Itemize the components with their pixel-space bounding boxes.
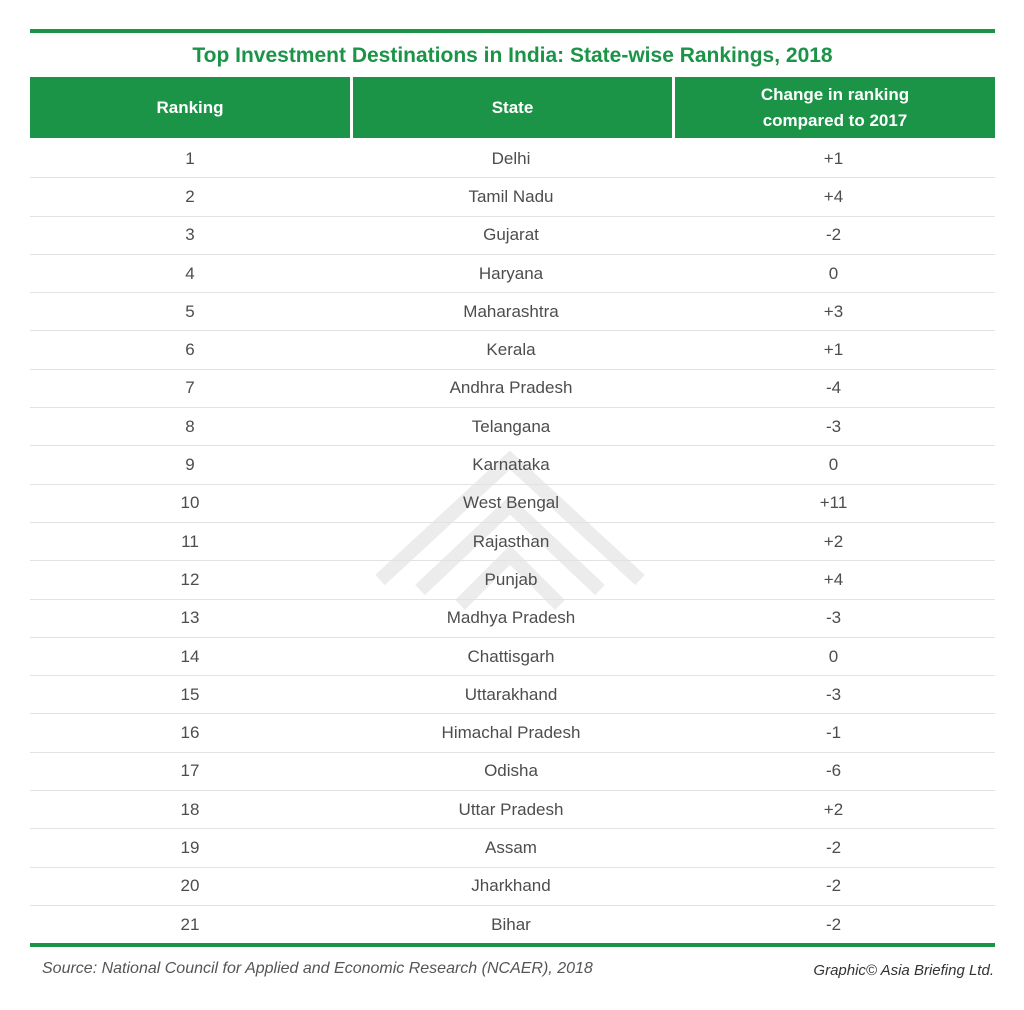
change-cell: +2 xyxy=(823,799,844,819)
state-cell: Chattisgarh xyxy=(467,646,555,666)
ranking-cell: 14 xyxy=(180,646,200,666)
bottom-rule xyxy=(30,943,995,947)
state-cell: Jharkhand xyxy=(471,876,551,896)
ranking-cell: 20 xyxy=(180,876,200,896)
change-cell: -2 xyxy=(825,837,842,857)
change-cell: -2 xyxy=(825,914,842,934)
state-cell: Punjab xyxy=(484,569,538,589)
change-cell: 0 xyxy=(828,455,839,475)
header-change-line1: Change in ranking xyxy=(760,84,910,104)
graphic-credit: Graphic© Asia Briefing Ltd. xyxy=(813,962,994,979)
ranking-cell: 2 xyxy=(185,186,195,206)
state-cell: Gujarat xyxy=(483,225,539,245)
header-change-line2: compared to 2017 xyxy=(762,110,908,130)
top-rule xyxy=(30,29,995,33)
ranking-cell: 3 xyxy=(185,225,195,245)
ranking-cell: 18 xyxy=(180,799,200,819)
table-row xyxy=(30,638,995,676)
state-cell: West Bengal xyxy=(462,493,560,513)
change-cell: -2 xyxy=(825,225,842,245)
change-cell: +11 xyxy=(819,493,848,513)
ranking-cell: 4 xyxy=(185,263,195,283)
table-row xyxy=(30,868,995,906)
state-cell: Uttar Pradesh xyxy=(458,799,564,819)
ranking-cell: 11 xyxy=(181,531,199,551)
table-row xyxy=(30,561,995,599)
ranking-cell: 7 xyxy=(185,378,195,398)
ranking-cell: 17 xyxy=(180,761,200,781)
change-cell: -4 xyxy=(825,378,842,398)
change-cell: -3 xyxy=(825,416,842,436)
ranking-cell: 1 xyxy=(185,148,195,168)
change-cell: +1 xyxy=(823,148,844,168)
table-header xyxy=(30,77,995,138)
state-cell: Rajasthan xyxy=(472,531,550,551)
ranking-cell: 15 xyxy=(180,684,200,704)
table-row xyxy=(30,217,995,255)
state-cell: Andhra Pradesh xyxy=(449,378,573,398)
header-state: State xyxy=(353,77,672,138)
table-row xyxy=(30,753,995,791)
table-row xyxy=(30,293,995,331)
state-cell: Madhya Pradesh xyxy=(446,608,576,628)
change-cell: +1 xyxy=(823,340,844,360)
state-cell: Bihar xyxy=(491,914,531,934)
state-cell: Odisha xyxy=(484,761,538,781)
state-cell: Himachal Pradesh xyxy=(441,723,581,743)
change-cell: +3 xyxy=(823,301,844,321)
change-cell: -3 xyxy=(825,684,842,704)
source-note: Source: National Council for Applied and Economic Research (NCAER), 2018 xyxy=(42,960,593,977)
header-change xyxy=(675,77,995,138)
table-title: Top Investment Destinations in India: State-wise Rankings, 2018 xyxy=(192,44,833,67)
change-cell: 0 xyxy=(828,263,839,283)
table-row xyxy=(30,255,995,293)
table-row xyxy=(30,178,995,216)
state-cell: Haryana xyxy=(478,263,544,283)
change-cell: 0 xyxy=(828,646,839,666)
state-cell: Uttarakhand xyxy=(464,684,558,704)
change-cell: -3 xyxy=(825,608,842,628)
table-body xyxy=(30,140,995,943)
ranking-cell: 21 xyxy=(180,914,200,934)
change-cell: -6 xyxy=(825,761,842,781)
state-cell: Kerala xyxy=(486,340,536,360)
table-row xyxy=(30,331,995,369)
table-row xyxy=(30,676,995,714)
state-cell: Maharashtra xyxy=(463,301,559,321)
table-row xyxy=(30,791,995,829)
table-row xyxy=(30,906,995,943)
ranking-cell: 10 xyxy=(180,493,200,513)
ranking-cell: 13 xyxy=(180,608,200,628)
table-row xyxy=(30,485,995,523)
table-row xyxy=(30,140,995,178)
ranking-cell: 9 xyxy=(185,455,195,475)
ranking-cell: 8 xyxy=(185,416,195,436)
table-row xyxy=(30,714,995,752)
state-cell: Delhi xyxy=(491,148,531,168)
change-cell: +2 xyxy=(823,531,844,551)
table-row xyxy=(30,600,995,638)
state-cell: Assam xyxy=(485,837,537,857)
table-row xyxy=(30,370,995,408)
change-cell: +4 xyxy=(823,186,844,206)
ranking-cell: 6 xyxy=(185,340,195,360)
table-row xyxy=(30,446,995,484)
ranking-cell: 16 xyxy=(180,723,200,743)
table-row xyxy=(30,523,995,561)
change-cell: -2 xyxy=(825,876,842,896)
state-cell: Karnataka xyxy=(472,455,550,475)
change-cell: +4 xyxy=(823,569,844,589)
state-cell: Telangana xyxy=(471,416,551,436)
change-cell: -1 xyxy=(825,723,842,743)
table-row xyxy=(30,408,995,446)
header-ranking: Ranking xyxy=(30,77,350,138)
ranking-cell: 5 xyxy=(185,301,195,321)
ranking-cell: 19 xyxy=(180,837,200,857)
ranking-cell: 12 xyxy=(180,569,200,589)
state-cell: Tamil Nadu xyxy=(468,186,554,206)
table-row xyxy=(30,829,995,867)
